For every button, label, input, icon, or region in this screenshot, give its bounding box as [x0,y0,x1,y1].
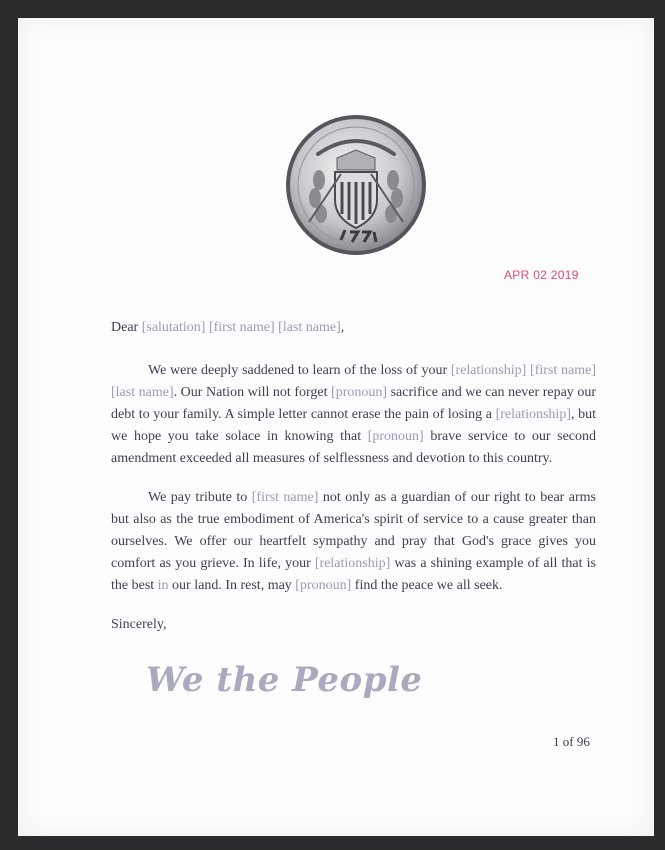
placeholder-first-name: [first name] [251,490,319,505]
received-date-stamp: APR 02 2019 [504,268,579,282]
placeholder-last-name: [last name] [278,320,341,335]
closing-line: Sincerely, [111,617,167,632]
coin-seal-image [285,114,427,256]
faded-word: in [157,578,169,593]
placeholder-pronoun: [pronoun] [295,578,352,593]
salutation-line: Dear [salutation] [first name] [last name], [111,320,345,335]
page-number: 1 of 96 [553,734,590,749]
letter-paragraph-1: We were deeply saddened to learn of the loss of your [relationship] [first name] [last name]. Our Nation will not forget [pronoun] sacrifice and we can never repay our debt to your family. A simple letter cannot erase the pain of losing a [relationship], but we hope you take solace in knowing that [pronoun] brave service to our second amendment exceeded all measures of selflessness and devotion to this country. [111,363,596,466]
placeholder-relationship: [relationship] [314,556,391,571]
letter-page [18,18,654,836]
placeholder-relationship: [relationship] [450,363,527,378]
placeholder-first-name: [first name] [530,363,596,378]
placeholder-pronoun: [pronoun] [367,429,424,444]
placeholder-relationship: [relationship] [495,407,571,422]
letter-paragraph-2: We pay tribute to [first name] not only as a guardian of our right to bear arms but also as the true embodiment of America's spirit of service to a cause greater than ourselves. We offer our heartfelt sympathy and pray that God's grace gives you comfort as you grieve. In life, your [relationship] was a shining example of all that is the best in our land. In rest, may [pronoun] find the peace we all seek. [111,490,596,593]
placeholder-salutation: [salutation] [141,320,206,335]
signature: We the People [146,660,423,700]
placeholder-last-name: [last name] [111,385,174,400]
placeholder-pronoun: [pronoun] [331,385,388,400]
placeholder-first-name: [first name] [208,320,275,335]
